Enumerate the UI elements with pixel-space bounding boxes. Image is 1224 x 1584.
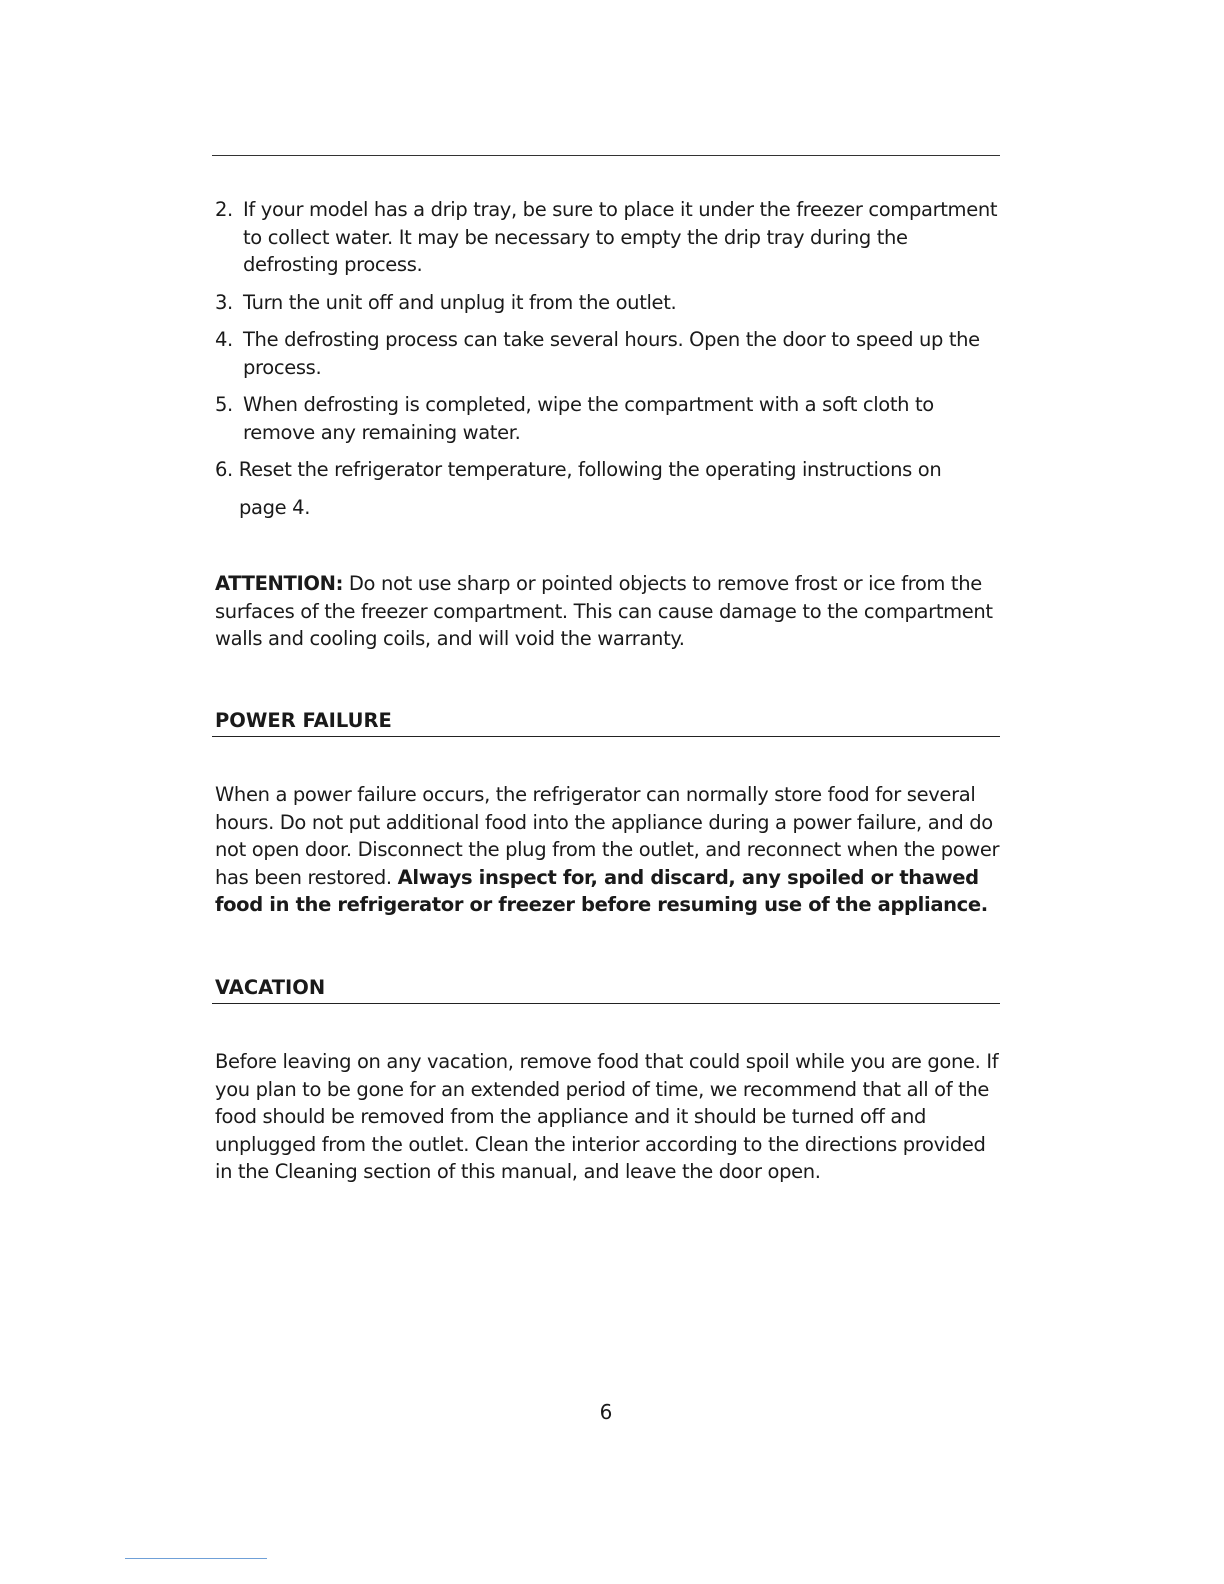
step-number: 3. bbox=[215, 290, 233, 314]
page-number: 6 bbox=[599, 1400, 613, 1424]
power-failure-heading: POWER FAILURE bbox=[212, 707, 1000, 738]
step-text: If your model has a drip tray, be sure to place it under the freezer compartment to collect water. It may be necessary to empty the drip tray during the defrosting process. bbox=[243, 198, 998, 276]
step-continuation: page 4. bbox=[239, 495, 311, 519]
vacation-heading: VACATION bbox=[212, 974, 1000, 1005]
step-number: 4. bbox=[215, 328, 233, 351]
power-failure-text bbox=[215, 781, 1005, 919]
defrost-steps-list bbox=[215, 196, 1005, 521]
step-text: The defrosting process can take several hours. Open the door to speed up the process. bbox=[243, 328, 980, 379]
vacation-text: Before leaving on any vacation, remove food that could spoil while you are gone. If you plan to be gone for an extended period of time, we recommend that all of the food should be removed from the appliance and it should be turned off and unplugged from the outlet. Clean the interior according to the directions provided in the Cleaning section of this manual, and leave the door open. bbox=[215, 1050, 999, 1183]
list-item bbox=[215, 456, 1005, 521]
footer-link-line bbox=[125, 1558, 267, 1559]
step-number: 5. bbox=[215, 393, 233, 416]
step-text: When defrosting is completed, wipe the compartment with a soft cloth to remove any remaining water. bbox=[243, 393, 934, 444]
page-content bbox=[215, 196, 1005, 1186]
power-failure-warning: Always inspect for, and discard, any spoiled or thawed food in the refrigerator or freezer before resuming use of the appliance. bbox=[215, 865, 988, 916]
step-number: 6. bbox=[215, 458, 233, 481]
step-number: 2. bbox=[215, 198, 233, 221]
list-item bbox=[215, 326, 1005, 381]
attention-note bbox=[215, 570, 1005, 653]
attention-label: ATTENTION: bbox=[215, 572, 344, 595]
power-failure-body: When a power failure occurs, the refrigerator can normally store food for several hours. Do not put additional food into the appliance during a power failure, and do not open door. Disconnect the plug from the outlet, and reconnect when the power has been restored. bbox=[215, 783, 1000, 889]
step-text: Turn the unit off and unplug it from the outlet. bbox=[243, 290, 677, 314]
list-item bbox=[215, 391, 1005, 446]
step-text: Reset the refrigerator temperature, following the operating instructions on bbox=[238, 458, 942, 481]
attention-text: Do not use sharp or pointed objects to remove frost or ice from the surfaces of the freezer compartment. This can cause damage to the compartment walls and cooling coils, and will void the warranty. bbox=[215, 572, 993, 650]
list-item bbox=[215, 196, 1005, 279]
header-rule bbox=[212, 155, 1000, 156]
list-item bbox=[215, 289, 1005, 317]
